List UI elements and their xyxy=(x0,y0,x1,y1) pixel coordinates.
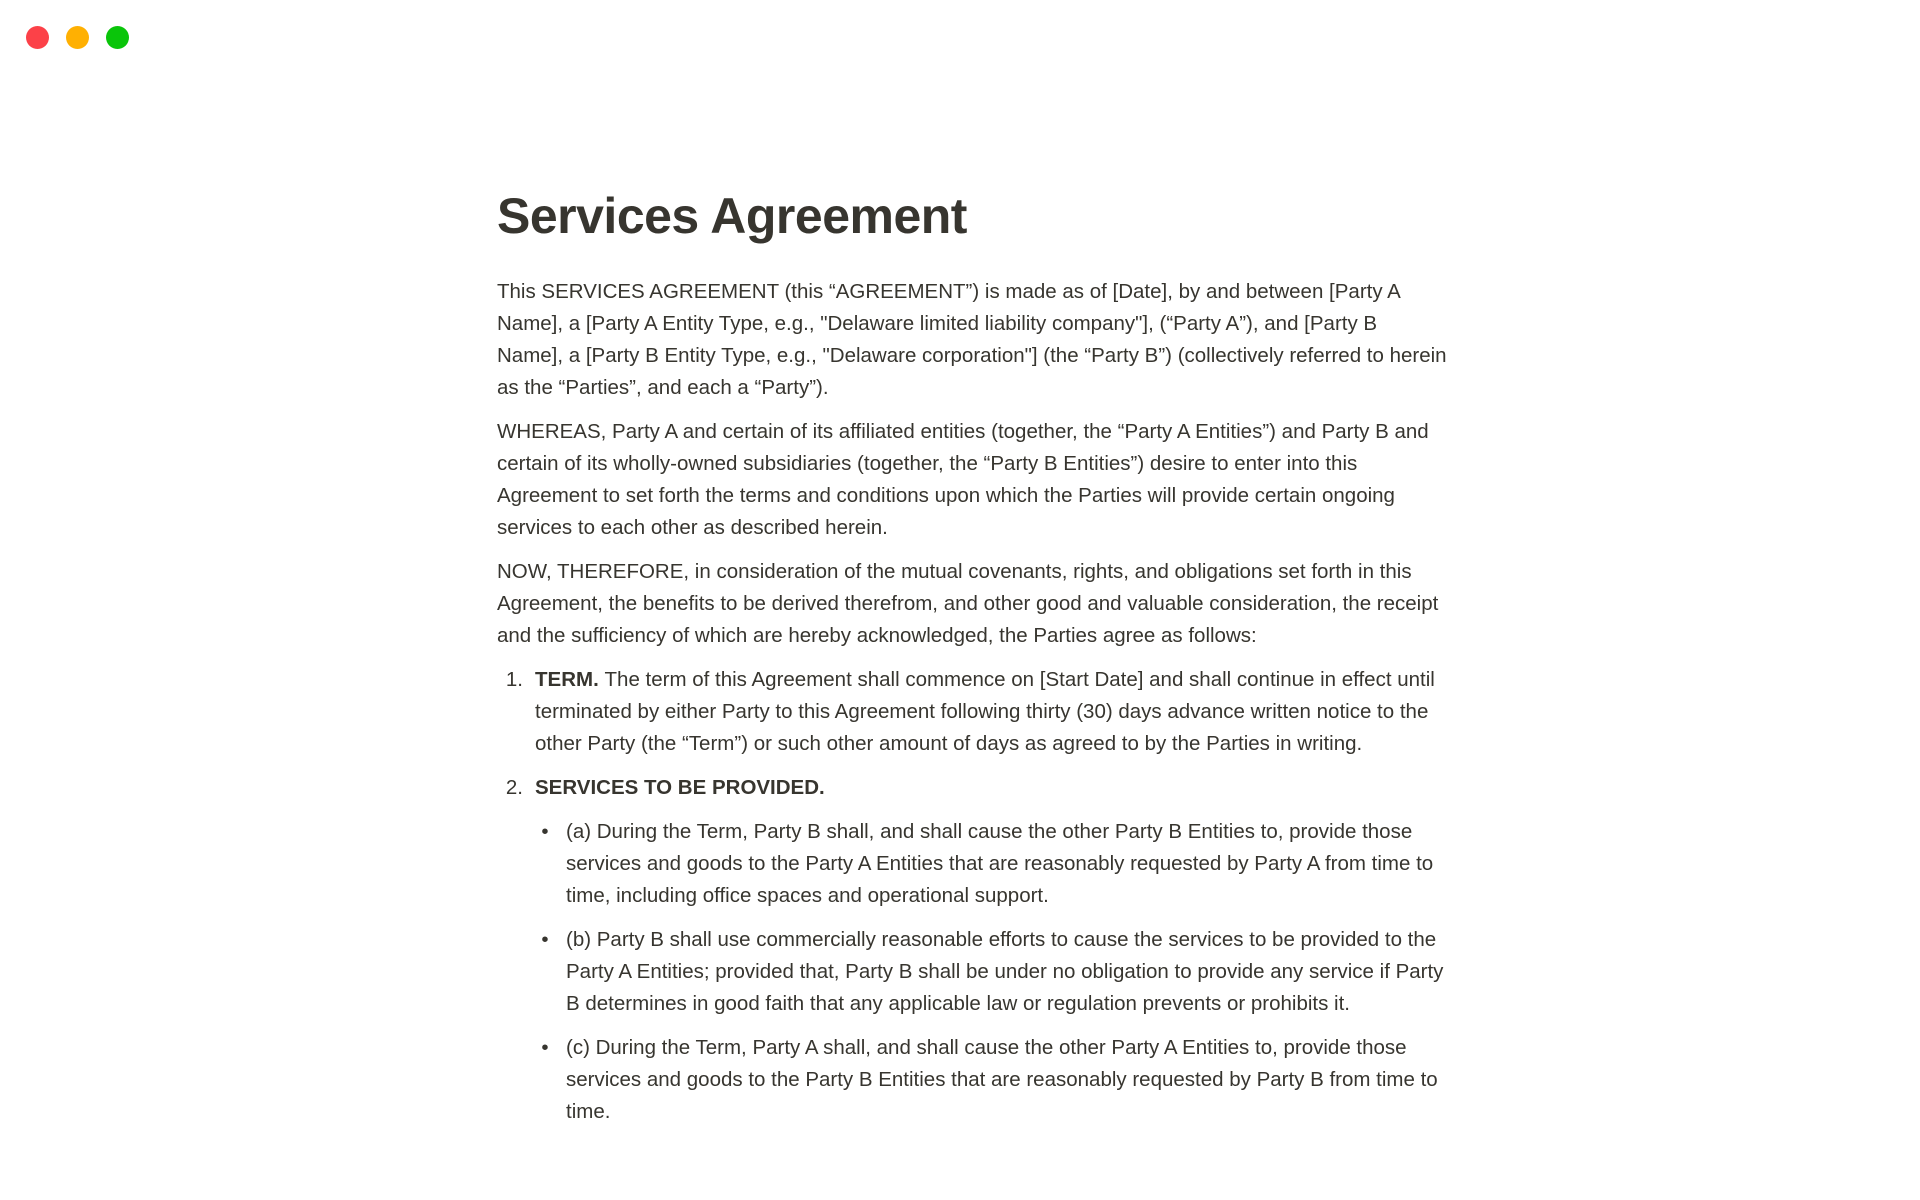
list-number: 1. xyxy=(505,668,523,691)
bullet-text: (a) During the Term, Party B shall, and shall cause the other Party B Entities to, provide those services and goods to the Party A Entities that are reasonably requested by Party A from time to time, including office spaces and operational support. xyxy=(566,820,1434,907)
paragraph-now-therefore[interactable]: NOW, THEREFORE, in consideration of the mutual covenants, rights, and obligations set forth in this Agreement, the benefits to be derived therefrom, and other good and valuable consideration, the receipt and the sufficiency of which are hereby acknowledged, the Parties agree as follows: xyxy=(497,560,1439,647)
bullet-item-c[interactable] xyxy=(497,1032,1448,1128)
document-page xyxy=(497,0,1448,1140)
bullet-icon: • xyxy=(541,1036,549,1059)
bullet-text: (c) During the Term, Party A shall, and shall cause the other Party A Entities to, provide those services and goods to the Party B Entities that are reasonably requested by Party B from time to time. xyxy=(566,1036,1438,1123)
numbered-item-text xyxy=(535,772,1448,804)
numbered-item-term[interactable] xyxy=(497,664,1448,760)
bullet-icon: • xyxy=(541,820,549,843)
bullet-text: (b) Party B shall use commercially reasonable efforts to cause the services to be provided to the Party A Entities; provided that, Party B shall be under no obligation to provide any service if Party B determines in good faith that any applicable law or regulation prevents or prohibits it. xyxy=(566,928,1444,1015)
list-number: 2. xyxy=(505,776,523,799)
term-heading: TERM. xyxy=(535,668,599,691)
term-body: The term of this Agreement shall commence on [Start Date] and shall continue in effect until terminated by either Party to this Agreement following thirty (30) days advance written notice to the other Party (the “Term”) or such other amount of days as agreed to by the Parties in writing. xyxy=(535,668,1435,755)
minimize-button[interactable] xyxy=(66,26,89,49)
bullet-icon: • xyxy=(541,928,549,951)
paragraph-whereas[interactable]: WHEREAS, Party A and certain of its affiliated entities (together, the “Party A Entities”) and Party B and certain of its wholly-owned subsidiaries (together, the “Party B Entities”) desire to enter into this Agreement to set forth the terms and conditions upon which the Parties will provide certain ongoing services to each other as described herein. xyxy=(497,420,1429,539)
services-heading: SERVICES TO BE PROVIDED. xyxy=(535,776,825,799)
paragraph-preamble[interactable]: This SERVICES AGREEMENT (this “AGREEMENT”) is made as of [Date], by and between [Party A Name], a [Party A Entity Type, e.g., "Delaware limited liability company"], (“Party A”), and [Party B Name], a [Party B Entity Type, e.g., "Delaware corporation"] (the “Party B”) (collectively referred to herein as the “Parties”, and each a “Party”). xyxy=(497,280,1447,399)
page-title[interactable]: Services Agreement xyxy=(497,188,967,244)
numbered-item-text xyxy=(535,664,1448,760)
close-button[interactable] xyxy=(26,26,49,49)
numbered-item-services[interactable] xyxy=(497,772,1448,804)
zoom-button[interactable] xyxy=(106,26,129,49)
bullet-item-b[interactable] xyxy=(497,924,1448,1020)
window-controls xyxy=(26,26,129,49)
bullet-item-a[interactable] xyxy=(497,816,1448,912)
